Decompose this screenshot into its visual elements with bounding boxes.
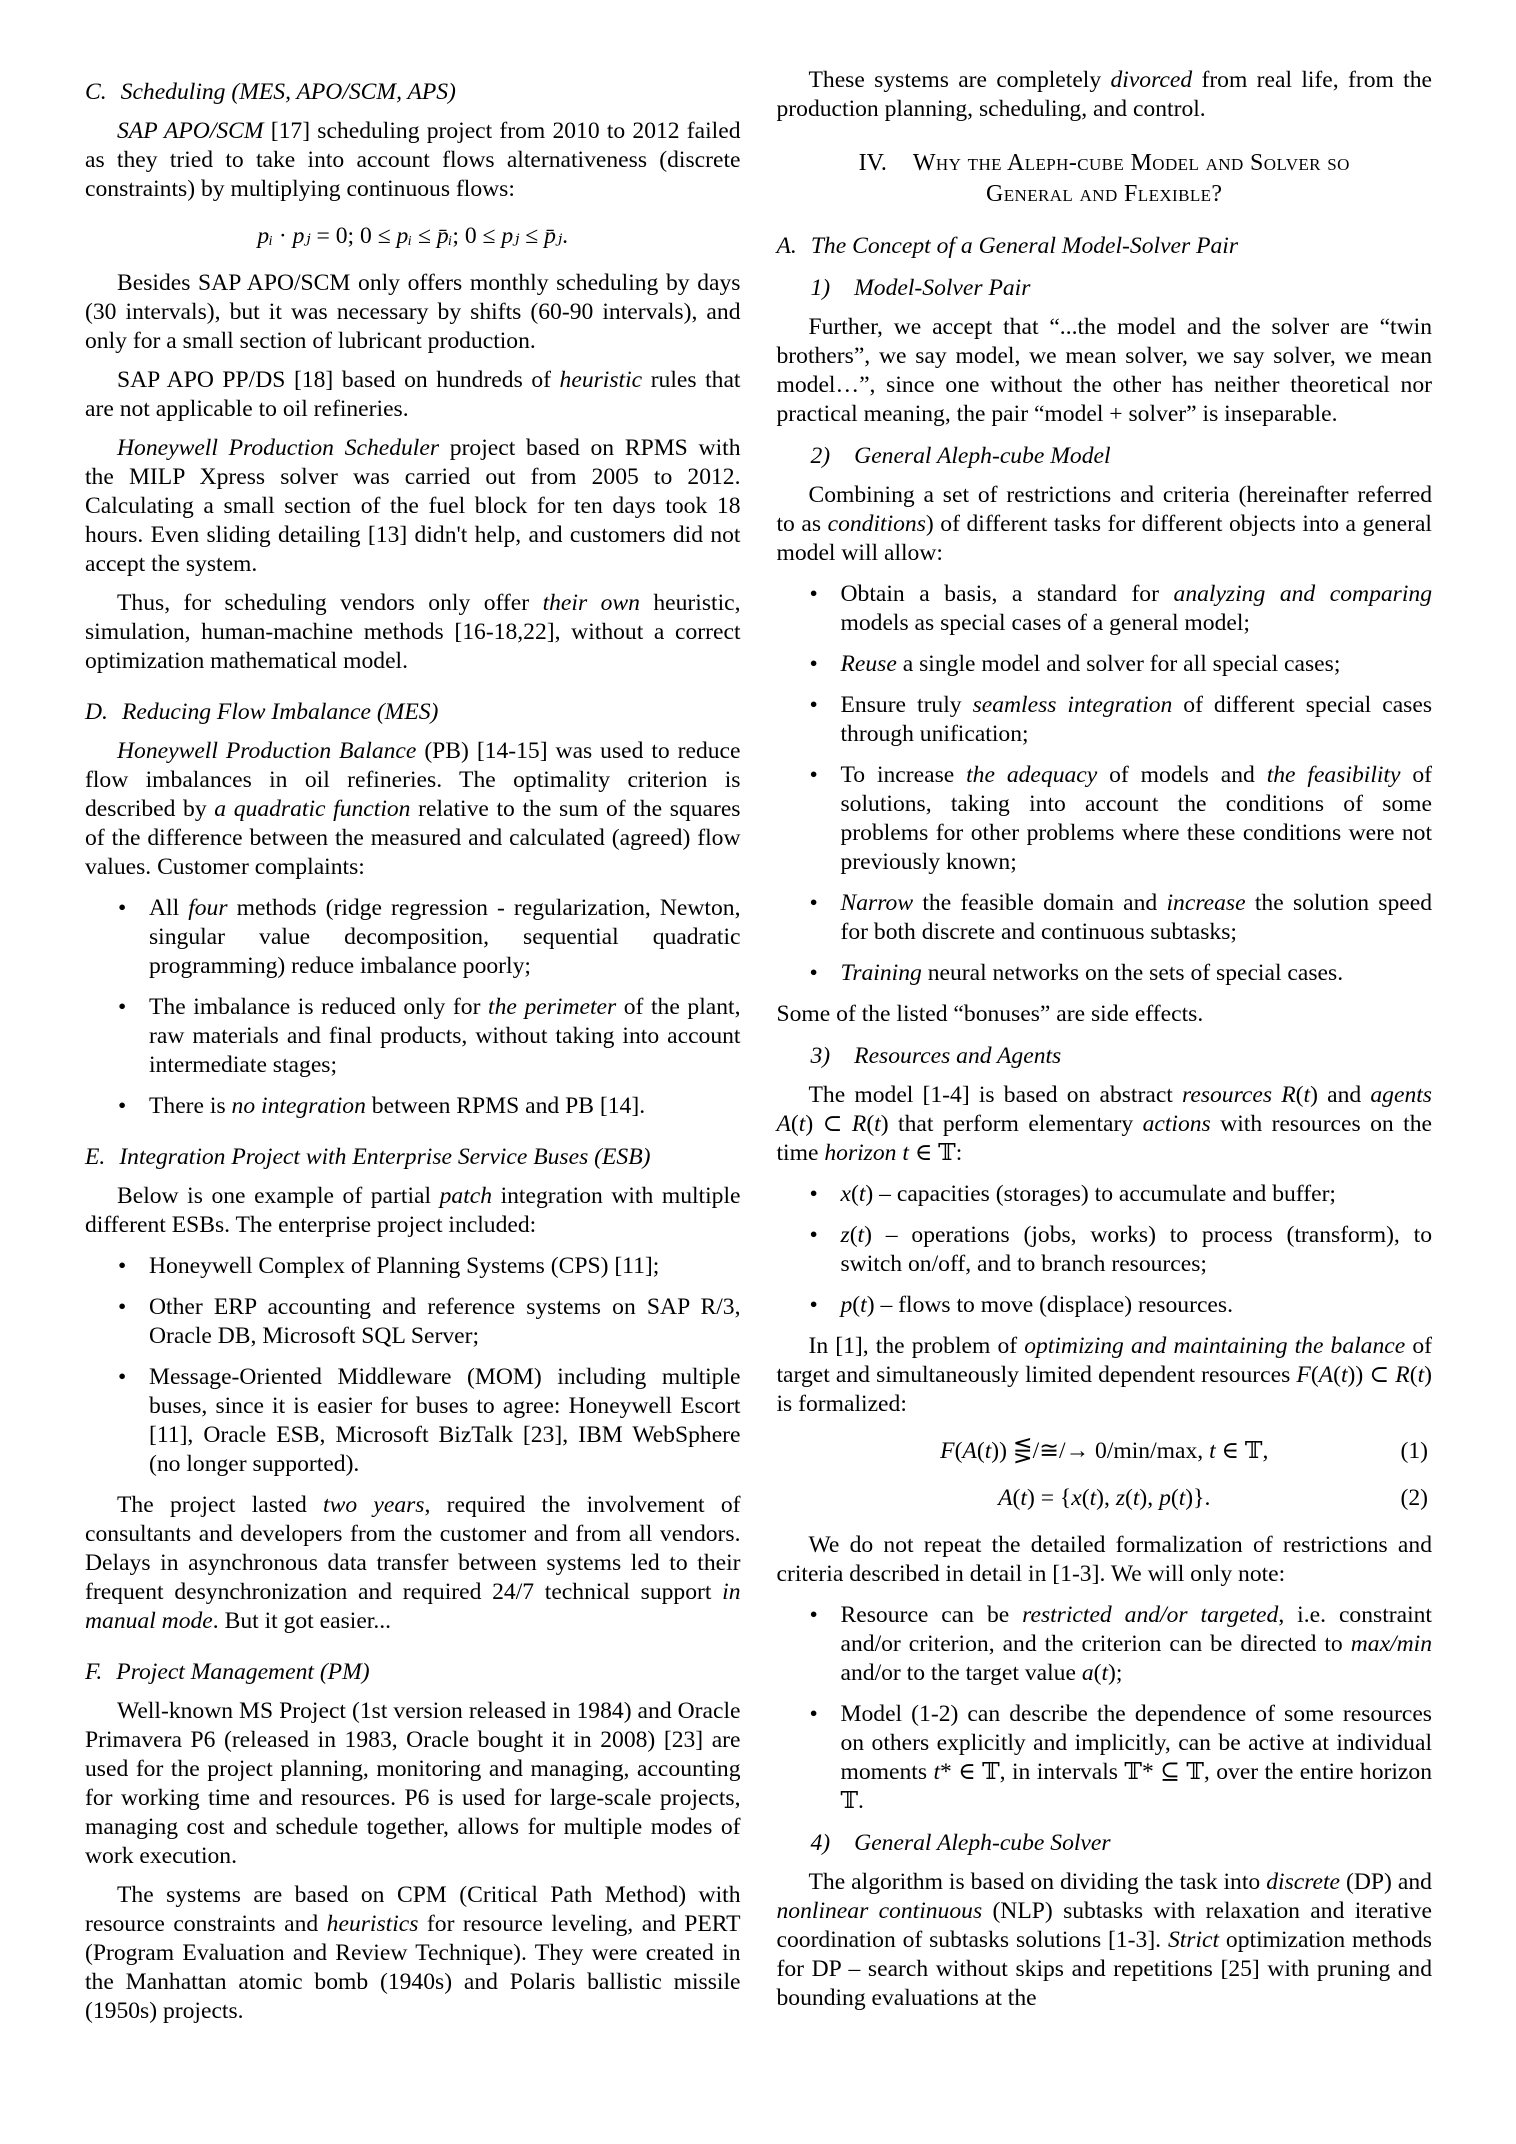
paragraph <box>85 117 741 204</box>
italic-text: SAP APO/SCM <box>117 118 264 144</box>
heading-label: 1) <box>810 275 831 301</box>
text-run: ( <box>790 1111 799 1137</box>
italic-text: z <box>840 1222 850 1248</box>
bullet-item <box>777 691 1433 749</box>
text-run: ), <box>1096 1485 1116 1511</box>
text-run: between RPMS and PB [14]. <box>365 1093 646 1119</box>
text-run: ; 0 ≤ <box>452 223 502 249</box>
text-run: Besides SAP APO/SCM only offers monthly scheduling by days (30 intervals), but it was necessary by shifts (60-90 intervals), and only for a small section of lubricant production. <box>85 270 741 354</box>
italic-text: t <box>1209 1438 1216 1464</box>
text-run: * ∈ 𝕋, in intervals 𝕋* ⊆ 𝕋, over the entire horizon 𝕋. <box>840 1759 1432 1814</box>
italic-text: t <box>798 1111 806 1137</box>
text-run: · <box>272 223 293 249</box>
bullet-item <box>85 894 741 981</box>
text-run: Model-Solver Pair <box>854 275 1031 301</box>
italic-text: p̄ⱼ <box>544 223 563 249</box>
text-run: ( <box>976 1438 985 1464</box>
text-run: , i.e. constraint and/or criterion, and the criterion can be directed to <box>840 1602 1432 1657</box>
heading-title <box>121 79 456 105</box>
text-run: of solutions, taking into account the conditions of some problems for other problems where these conditions were not previously known; <box>840 762 1432 875</box>
section-heading <box>85 77 741 107</box>
text-run: ( <box>1081 1485 1090 1511</box>
subsection-heading <box>777 442 1433 471</box>
heading-label: F. <box>85 1659 103 1685</box>
text-run: (PB) [14-15] was used to reduce flow imbalances in oil refineries. The optimality criterion is described by <box>85 738 741 822</box>
text-run: ) of different tasks for different objects into a general model will allow: <box>776 511 1432 566</box>
italic-text: a <box>1081 1660 1094 1686</box>
text-run: Resource can be <box>840 1602 1023 1628</box>
italic-text: Honeywell Production Balance <box>117 738 417 764</box>
column-right <box>777 56 1433 2144</box>
subsection-heading <box>777 1829 1433 1858</box>
heading-label: A. <box>776 233 797 259</box>
italic-text: Training <box>840 960 922 986</box>
text-run: ( <box>954 1438 963 1464</box>
text-run: The algorithm is based on dividing the task into <box>808 1869 1267 1895</box>
italic-text: p <box>1159 1485 1171 1511</box>
text-run: a single model and solver for all special cases; <box>896 651 1341 677</box>
italic-text: two years <box>323 1492 425 1518</box>
paragraph <box>85 1491 741 1636</box>
paragraph <box>777 1081 1433 1168</box>
italic-text: t <box>1340 1362 1348 1388</box>
bullet-item <box>777 761 1433 877</box>
italic-text: t <box>860 1292 867 1318</box>
text-run: Combining a set of restrictions and criteria (hereinafter referred to as <box>776 482 1432 537</box>
heading-title <box>119 1144 650 1170</box>
paragraph <box>85 737 741 882</box>
text-run: Resources and Agents <box>854 1043 1062 1069</box>
formula-text <box>257 223 568 249</box>
italic-text: agents <box>1370 1082 1432 1108</box>
italic-text: divorced <box>1110 67 1193 93</box>
heading-label: E. <box>85 1144 106 1170</box>
heading-label: D. <box>85 699 108 725</box>
text-run: ) – flows to move (displace) resources. <box>866 1292 1233 1318</box>
bullet-item <box>777 1291 1433 1320</box>
text-run: Honeywell Complex of Planning Systems (CPS) [11]; <box>149 1253 660 1279</box>
text-run: from real life, from the production planning, scheduling, and control. <box>776 67 1432 122</box>
text-run: relative to the sum of the squares of the difference between the measured and calculated (agreed) flow values. Customer complaints: <box>85 796 741 880</box>
italic-text: pⱼ <box>501 223 520 249</box>
text-run: of the plant, raw materials and final products, without taking into account intermediate stages; <box>149 994 741 1078</box>
bullet-item <box>777 580 1433 638</box>
bullet-item <box>777 650 1433 679</box>
bullet-item <box>85 993 741 1080</box>
italic-text: heuristics <box>326 1911 419 1937</box>
text-run: and/or to the target value <box>840 1660 1082 1686</box>
column-left <box>85 56 741 2144</box>
paragraph <box>777 66 1433 124</box>
bullet-item <box>777 1601 1433 1688</box>
text-run: ( <box>1333 1362 1341 1388</box>
italic-text: Strict <box>1167 1927 1220 1953</box>
italic-text: seamless integration <box>972 692 1173 718</box>
text-run: ( <box>849 1222 858 1248</box>
paragraph <box>85 1881 741 2026</box>
bullet-item <box>777 1221 1433 1279</box>
formula-text <box>940 1438 1268 1464</box>
text-run: ); <box>1108 1660 1123 1686</box>
italic-text: optimizing and maintaining the balance <box>1024 1333 1406 1359</box>
italic-text: R <box>851 1111 867 1137</box>
bullet-item <box>85 1363 741 1479</box>
text-run: of target and simultaneously limited dependent resources <box>776 1333 1432 1388</box>
italic-text: their own <box>542 590 640 616</box>
text-run: ) that perform elementary <box>880 1111 1143 1137</box>
italic-text: F <box>1296 1362 1311 1388</box>
text-run: Thus, for scheduling vendors only offer <box>117 590 543 616</box>
paragraph <box>777 1000 1433 1029</box>
italic-text: resources <box>1182 1082 1273 1108</box>
italic-text: restricted and/or targeted <box>1022 1602 1279 1628</box>
text-run: Other ERP accounting and reference systems on SAP R/3, Oracle DB, Microsoft SQL Server; <box>149 1294 741 1349</box>
bullet-item <box>777 889 1433 947</box>
heading-title <box>913 150 1350 207</box>
italic-text: nonlinear continuous <box>776 1898 983 1924</box>
italic-text: A <box>776 1111 791 1137</box>
italic-text: pᵢ <box>257 223 273 249</box>
text-run: ∈ 𝕋, <box>1215 1438 1269 1464</box>
text-run: The Concept of a General Model-Solver Pair <box>810 233 1239 259</box>
text-run: ≤ <box>519 223 545 249</box>
text-run: )) ⊂ <box>1347 1362 1396 1388</box>
text-run: General Aleph-cube Model <box>854 443 1111 469</box>
text-run: [17] scheduling project from 2010 to 2012 failed as they tried to take into account flows alternativeness (discrete constraints) by multiplying continuous flows: <box>85 118 741 202</box>
italic-text: Narrow <box>840 890 914 916</box>
heading-title <box>854 1043 1061 1069</box>
text-run: of models and <box>1097 762 1267 788</box>
italic-text: A <box>998 1485 1013 1511</box>
paragraph <box>85 366 741 424</box>
bullet-item <box>85 1252 741 1281</box>
text-run: )) ⋚/≅/→ 0/min/max, <box>991 1438 1210 1464</box>
main-section-heading <box>777 148 1433 210</box>
text-run: integration with multiple different ESBs. The enterprise project included: <box>85 1183 741 1238</box>
italic-text: x <box>1071 1485 1082 1511</box>
italic-text: a quadratic function <box>214 796 411 822</box>
text-run: ) is formalized: <box>776 1362 1432 1417</box>
italic-text: t <box>933 1759 940 1785</box>
italic-text: discrete <box>1266 1869 1341 1895</box>
text-run: ) – capacities (storages) to accumulate and buffer; <box>865 1181 1336 1207</box>
heading-title <box>854 443 1110 469</box>
italic-text: actions <box>1142 1111 1211 1137</box>
text-run: Some of the listed “bonuses” are side effects. <box>776 1001 1204 1027</box>
formula <box>85 222 741 251</box>
heading-title <box>811 233 1238 259</box>
text-run: Project Management (PM) <box>116 1659 370 1685</box>
heading-label: C. <box>85 79 107 105</box>
text-run: . <box>562 223 569 249</box>
section-heading <box>85 1657 741 1687</box>
italic-text: the adequacy <box>966 762 1098 788</box>
italic-text: F <box>940 1438 955 1464</box>
italic-text: pⱼ <box>292 223 311 249</box>
subsection-heading <box>777 274 1433 303</box>
paragraph <box>85 589 741 676</box>
italic-text: pᵢ <box>396 223 413 249</box>
subsection-heading <box>777 1042 1433 1071</box>
bullet-list <box>85 1252 741 1479</box>
bullet-item <box>777 1700 1433 1816</box>
bullet-list <box>777 1601 1433 1816</box>
paragraph <box>777 481 1433 568</box>
text-run: (DP) and <box>1340 1869 1432 1895</box>
paragraph <box>777 1531 1433 1589</box>
italic-text: patch <box>439 1183 493 1209</box>
text-run: General Aleph-cube Solver <box>854 1830 1111 1856</box>
text-run: ( <box>1295 1082 1304 1108</box>
bullet-list <box>85 894 741 1121</box>
text-run: The project lasted <box>117 1492 324 1518</box>
text-run: for resource leveling, and PERT (Program Evaluation and Review Technique). They were created in the Manhattan atomic bomb (1940s) and Polaris ballistic missile (1950s) projects. <box>85 1911 741 2024</box>
text-run: We do not repeat the detailed formalization of restrictions and criteria described in detail in [1-3]. We will only note: <box>776 1532 1432 1587</box>
text-run: These systems are completely <box>808 67 1111 93</box>
bullet-list <box>777 1180 1433 1320</box>
formula <box>777 1484 1433 1513</box>
text-run: project based on RPMS with the MILP Xpress solver was carried out from 2005 to 2012. Calculating a small section of the fuel block for ten days took 18 hours. Even sliding detailing [13] didn't help, and customers did not accept the system. <box>85 435 741 577</box>
italic-text: x <box>840 1181 851 1207</box>
italic-text: max/min <box>1350 1631 1432 1657</box>
italic-text: R <box>1281 1082 1296 1108</box>
text-run: models as special cases of a general model; <box>840 610 1250 636</box>
text-run: ( <box>1093 1660 1102 1686</box>
italic-text: p <box>840 1292 853 1318</box>
text-run: Further, we accept that “...the model and the solver are “twin brothers”, we say model, we mean solver, we say solver, we mean model…”, since one without the other has neither theoretical nor practical meaning, the pair “model + solver” is inseparable. <box>776 314 1432 427</box>
text-run: the solution speed for both discrete and continuous subtasks; <box>840 890 1432 945</box>
bullet-item <box>777 959 1433 988</box>
heading-label: 4) <box>810 1830 831 1856</box>
text-run: (NLP) subtasks with relaxation and iterative coordination of subtasks solutions [1-3]. <box>776 1898 1432 1953</box>
paragraph <box>85 1182 741 1240</box>
heading-title <box>116 1659 369 1685</box>
italic-text: t <box>858 1181 866 1207</box>
text-run: ( <box>850 1181 859 1207</box>
italic-text: z <box>1115 1485 1125 1511</box>
section-heading <box>777 231 1433 261</box>
paragraph <box>777 1332 1433 1419</box>
italic-text: t <box>1089 1485 1097 1511</box>
bullet-item <box>85 1092 741 1121</box>
text-run: All <box>149 895 189 921</box>
text-run: ) – operations (jobs, works) to process (transform), to switch on/off, and to branch resources; <box>840 1222 1432 1277</box>
italic-text: the perimeter <box>488 994 617 1020</box>
heading-title <box>122 699 438 725</box>
formula-text <box>998 1485 1210 1511</box>
section-heading <box>85 1142 741 1172</box>
text-run: Reducing Flow Imbalance (MES) <box>121 699 439 725</box>
text-run: with resources on the time <box>776 1111 1432 1166</box>
text-run: Integration Project with Enterprise Service Buses (ESB) <box>119 1144 651 1170</box>
text-run: ), <box>1139 1485 1160 1511</box>
text-run: ) = { <box>1026 1485 1072 1511</box>
italic-text: t <box>1417 1362 1425 1388</box>
italic-text: t <box>857 1222 865 1248</box>
text-run: Obtain a basis, a standard for <box>840 581 1174 607</box>
italic-text: four <box>188 895 228 921</box>
italic-text: t <box>1178 1485 1186 1511</box>
italic-text: no integration <box>231 1093 366 1119</box>
text-run: ∈ 𝕋: <box>908 1140 963 1166</box>
text-run: The systems are based on CPM (Critical Path Method) with resource constraints and <box>85 1882 741 1937</box>
paragraph <box>85 1697 741 1871</box>
italic-text: A <box>1318 1362 1334 1388</box>
text-run: . But it got easier... <box>212 1608 392 1634</box>
section-heading <box>85 697 741 727</box>
italic-text: A <box>962 1438 977 1464</box>
text-run: SAP APO PP/DS [18] based on hundreds of <box>117 367 560 393</box>
text-run: methods (ridge regression - regularization, Newton, singular value decomposition, sequential quadratic programming) reduce imbalance poorly; <box>149 895 741 979</box>
italic-text: t <box>984 1438 992 1464</box>
text-run <box>1272 1082 1281 1108</box>
italic-text: analyzing and comparing <box>1173 581 1432 607</box>
italic-text: t <box>1020 1485 1027 1511</box>
heading-label: IV. <box>858 150 887 176</box>
formula <box>777 1437 1433 1466</box>
text-run: ( <box>1409 1362 1418 1388</box>
text-run: ( <box>1310 1362 1319 1388</box>
text-run: The imbalance is reduced only for <box>149 994 489 1020</box>
text-run: Model (1-2) can describe the dependence of some resources on others explicitly and implicitly, can be active at individual moments <box>840 1701 1432 1785</box>
italic-text: conditions <box>827 511 926 537</box>
text-run: ( <box>1012 1485 1021 1511</box>
italic-text: Reuse <box>840 651 897 677</box>
paragraph <box>85 269 741 356</box>
text-run: The model [1-4] is based on abstract <box>808 1082 1183 1108</box>
italic-text: t <box>1132 1485 1140 1511</box>
text-run: Scheduling (MES, APO/SCM, APS) <box>120 79 456 105</box>
italic-text: the feasibility <box>1266 762 1401 788</box>
text-run: Ensure truly <box>840 692 973 718</box>
formula-number: (2) <box>1400 1485 1428 1511</box>
italic-text: t <box>1101 1660 1109 1686</box>
text-run: the feasible domain and <box>913 890 1167 916</box>
bullet-item <box>85 1293 741 1351</box>
heading-title <box>854 275 1030 301</box>
bullet-item <box>777 1180 1433 1209</box>
italic-text: heuristic <box>559 367 643 393</box>
italic-text: increase <box>1166 890 1246 916</box>
text-run: of different special cases through unification; <box>840 692 1432 747</box>
text-run: ≤ <box>412 223 437 249</box>
text-run: Message-Oriented Middleware (MOM) including multiple buses, since it is easier for buses to agree: Honeywell Escort [11], Oracle ESB, Microsoft BizTalk [23], IBM WebSphere (no longer supported). <box>149 1364 741 1477</box>
italic-text: R <box>1395 1362 1410 1388</box>
italic-text: t <box>1303 1082 1311 1108</box>
bullet-list <box>777 580 1433 988</box>
text-run: ( <box>1170 1485 1179 1511</box>
text-run: ) ⊂ <box>805 1111 852 1137</box>
text-run: heuristic, simulation, human-machine methods [16-18,22], without a correct optimization mathematical model. <box>85 590 741 674</box>
italic-text: in manual mode <box>85 1579 741 1634</box>
text-run: neural networks on the sets of special cases. <box>921 960 1344 986</box>
italic-text: p̄ᵢ <box>436 223 453 249</box>
formula-number: (1) <box>1400 1438 1428 1464</box>
text-run: Below is one example of partial <box>117 1183 440 1209</box>
paragraph <box>85 434 741 579</box>
paragraph <box>777 1868 1433 2013</box>
text-run: There is <box>149 1093 232 1119</box>
italic-text: horizon <box>824 1140 897 1166</box>
text-run: ( <box>1125 1485 1133 1511</box>
text-run: Why the Aleph-cube Model and Solver so General and Flexible? <box>912 150 1350 207</box>
text-run: Well-known MS Project (1st version released in 1984) and Oracle Primavera P6 (released in 1983, Oracle bought it in 2008) [23] are used for the project planning, monitoring and managing, accounting for working time and resources. P6 is used for large-scale projects, managing cost and schedule together, allows for multiple modes of work execution. <box>85 1698 741 1869</box>
text-run: , required the involvement of consultants and developers from the customer and from all vendors. Delays in asynchronous data transfer between systems led to their frequent desynchronization and required 24/7 technical support <box>85 1492 741 1605</box>
italic-text: t <box>874 1111 881 1137</box>
heading-label: 3) <box>810 1043 831 1069</box>
text-run: ( <box>866 1111 875 1137</box>
text-run: = 0; 0 ≤ <box>310 223 397 249</box>
text-run: optimization methods for DP – search without skips and repetitions [25] with pruning and bounding evaluations at the <box>776 1927 1432 2011</box>
text-run: To increase <box>840 762 967 788</box>
heading-title <box>854 1830 1110 1856</box>
text-run: ) and <box>1310 1082 1371 1108</box>
text-run: ( <box>852 1292 861 1318</box>
text-run: In [1], the problem of <box>808 1333 1025 1359</box>
italic-text: t <box>902 1140 909 1166</box>
paragraph <box>777 313 1433 429</box>
text-run: )}. <box>1185 1485 1211 1511</box>
heading-label: 2) <box>810 443 831 469</box>
text-run: rules that are not applicable to oil refineries. <box>85 367 741 422</box>
italic-text: Honeywell Production Scheduler <box>117 435 440 461</box>
